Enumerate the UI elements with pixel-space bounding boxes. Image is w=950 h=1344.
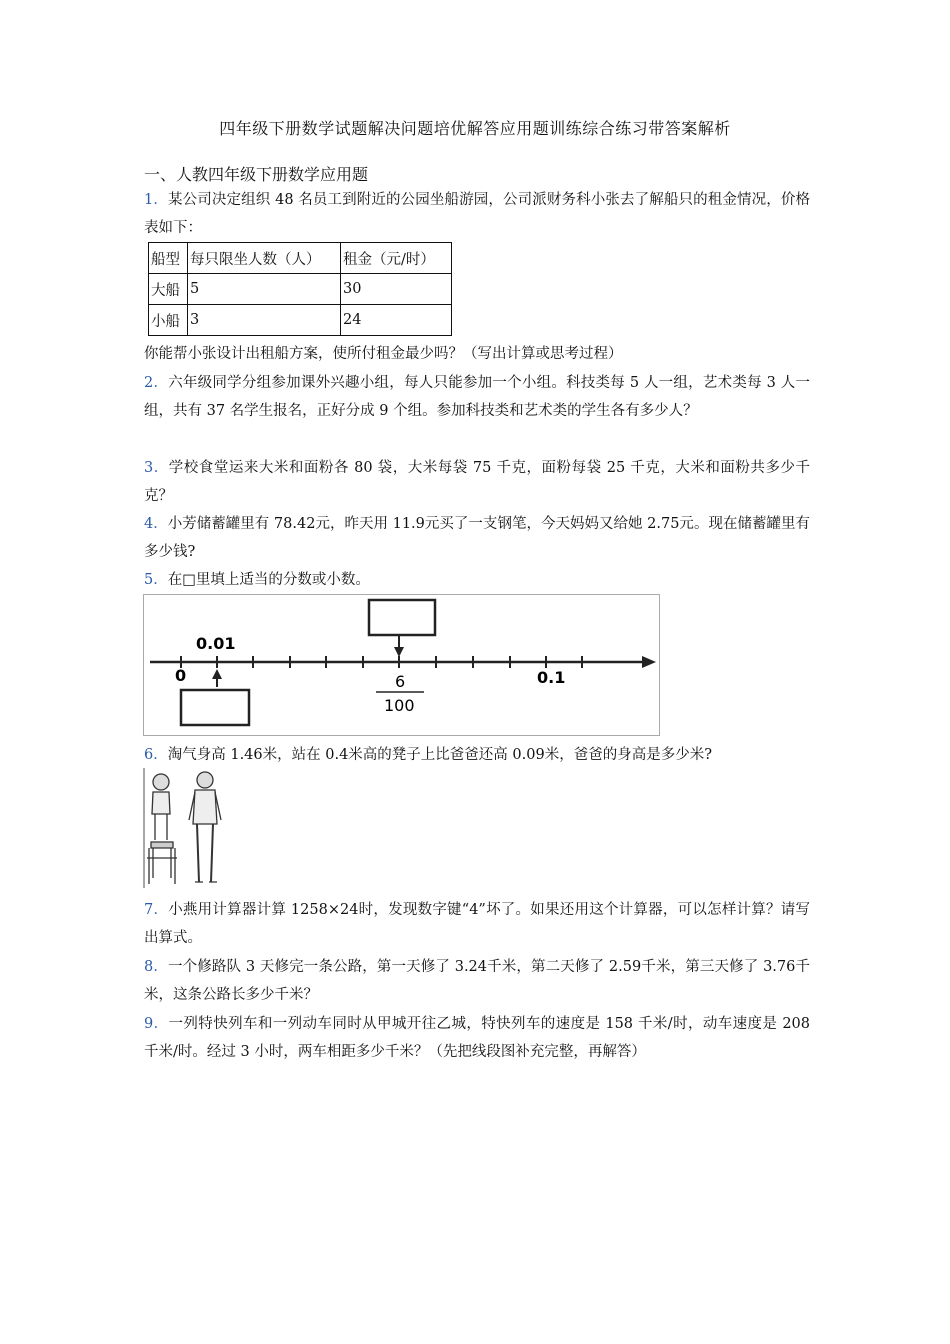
table-cell: 30: [341, 274, 452, 305]
table-cell: 5: [188, 274, 341, 305]
question-3: 3．学校食堂运来大米和面粉各 80 袋，大米每袋 75 千克，面粉每袋 25 千克，大米和面粉共多少千克？: [144, 460, 810, 504]
label-zero: 0: [175, 666, 187, 685]
table-row: [149, 243, 452, 274]
answer-box-top: [369, 600, 435, 635]
question-4: 4．小芳储蓄罐里有 78.42元，昨天用 11.9元买了一支钢笔，今天妈妈又给她 2.75元。现在储蓄罐里有多少钱?: [144, 516, 810, 560]
fraction-numerator: 6: [395, 672, 406, 691]
question-2: 2．六年级同学分组参加课外兴趣小组，每人只能参加一个小组。科技类每 5 人一组，艺术类每 3 人一组，共有 37 名学生报名，正好分成 9 个组。参加科技类和艺术类的学生各有多少人？: [144, 375, 810, 419]
question-1-ask: 你能帮小张设计出租船方案，使所付租金最少吗？（写出计算或思考过程）: [144, 346, 623, 362]
question-1: 1．某公司决定组织 48 名员工到附近的公园坐船游园，公司派财务科小张去了解船只的租金情况，价格表如下：: [144, 192, 810, 236]
page-title: 四年级下册数学试题解决问题培优解答应用题训练综合练习带答案解析: [219, 119, 731, 138]
table-cell: 24: [341, 305, 452, 336]
question-7: 7．小燕用计算器计算 1258×24时，发现数字键“4”坏了。如果还用这个计算器，可以怎样计算？请写出算式。: [144, 902, 810, 946]
question-5: 5．在□里填上适当的分数或小数。: [144, 572, 370, 588]
table-cell: 3: [188, 305, 341, 336]
price-table: [148, 242, 452, 336]
fraction-denominator: 100: [384, 696, 415, 715]
table-cell: 小船: [149, 305, 188, 336]
table-header-cell: 船型: [149, 243, 188, 274]
answer-box-bottom: [181, 690, 249, 725]
table-header-cell: 租金（元/时）: [341, 243, 452, 274]
section-heading: 一、人教四年级下册数学应用题: [144, 165, 369, 184]
question-6: 6．淘气身高 1.46米，站在 0.4米高的凳子上比爸爸还高 0.09米，爸爸的身高是多少米?: [144, 747, 712, 763]
table-header-cell: 每只限坐人数（人）: [188, 243, 341, 274]
question-8: 8．一个修路队 3 天修完一条公路，第一天修了 3.24千米，第二天修了 2.59千米，第三天修了 3.76千米，这条公路长多少千米？: [144, 959, 810, 1003]
father-son-illustration: [143, 768, 228, 888]
label-0-01: 0.01: [196, 634, 236, 653]
question-9: 9．一列特快列车和一列动车同时从甲城开往乙城，特快列车的速度是 158 千米/时，动车速度是 208 千米/时。经过 3 小时，两车相距多少千米？（先把线段图补充完整，再解答）: [144, 1016, 810, 1060]
label-0-1: 0.1: [537, 668, 566, 687]
table-cell: 大船: [149, 274, 188, 305]
table-row: [149, 274, 452, 305]
number-line-figure: [143, 594, 660, 736]
table-row: [149, 305, 452, 336]
